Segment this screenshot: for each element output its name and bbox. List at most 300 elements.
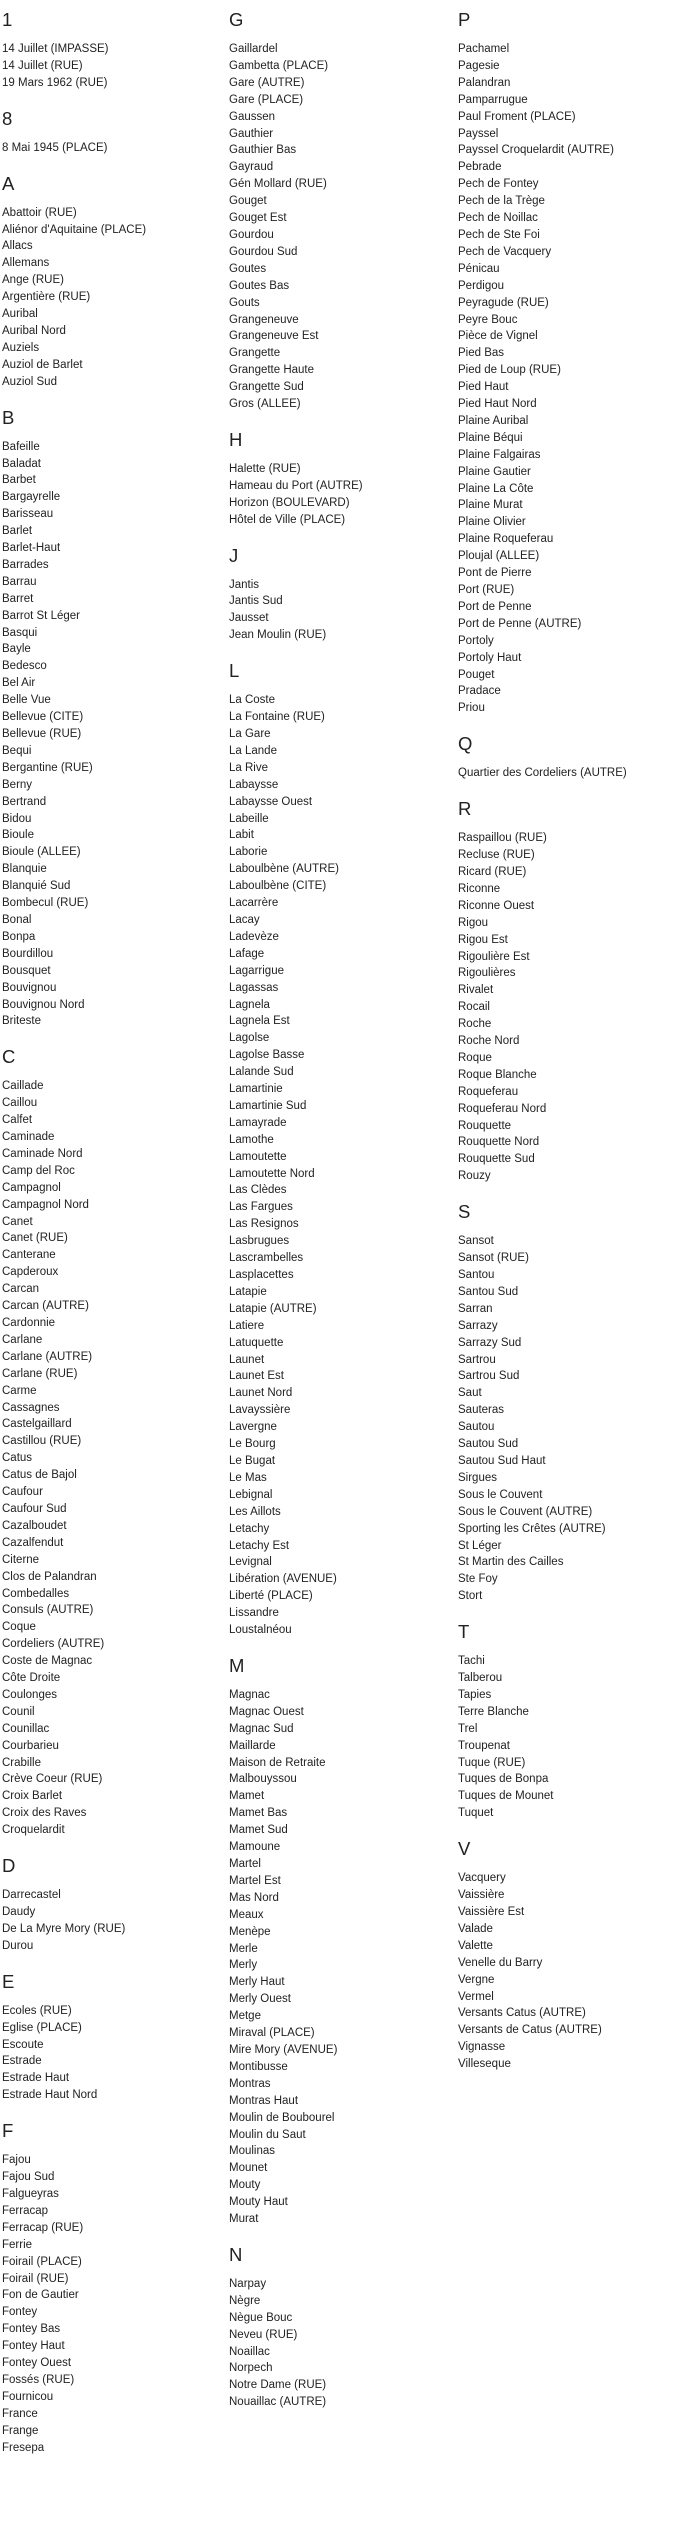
street-name: Narpay bbox=[229, 2277, 267, 2290]
street-name: Bonpa bbox=[2, 930, 36, 943]
street-list bbox=[229, 577, 454, 645]
letter-section bbox=[229, 1654, 454, 2228]
street-name: Lebignal bbox=[229, 1488, 273, 1501]
street-name: Plaine Gautier bbox=[458, 465, 531, 478]
street-name: Moulinas bbox=[229, 2145, 276, 2158]
street-name: Metge bbox=[229, 2010, 261, 2023]
street-name: Bellevue (RUE) bbox=[2, 728, 82, 740]
street-name: Pech de Vacquery bbox=[458, 245, 552, 258]
street-name: Palandran bbox=[458, 76, 511, 89]
street-name: Notre Dame (RUE) bbox=[229, 2379, 327, 2392]
street-name: Bafeille bbox=[2, 440, 40, 453]
street-name: Côte Droite bbox=[2, 1672, 61, 1685]
street-name: Ste Foy bbox=[458, 1573, 498, 1586]
section-letter-heading: J bbox=[229, 544, 239, 566]
street-name: Rouquette Sud bbox=[458, 1153, 535, 1166]
street-name: Sansot (RUE) bbox=[458, 1252, 529, 1265]
street-name: Trel bbox=[458, 1722, 478, 1735]
street-name: Fossés (RUE) bbox=[2, 2373, 75, 2386]
street-name: Grangette Sud bbox=[229, 381, 304, 394]
street-name: Abattoir (RUE) bbox=[2, 206, 77, 219]
street-name: Riconne Ouest bbox=[458, 899, 535, 912]
street-name: Coulonges bbox=[2, 1688, 57, 1701]
street-name: Gourdou bbox=[229, 228, 274, 241]
street-name: Frange bbox=[2, 2424, 39, 2437]
street-name: Lagolse bbox=[229, 1032, 270, 1045]
street-name: Priou bbox=[458, 702, 485, 715]
street-name: Lalande Sud bbox=[229, 1066, 294, 1079]
street-name: Cazalfendut bbox=[2, 1536, 64, 1549]
section-letter-heading: P bbox=[458, 9, 471, 30]
street-name: Sautou Sud Haut bbox=[458, 1454, 546, 1467]
street-name: Bel Air bbox=[2, 677, 36, 690]
street-name: Letachy bbox=[229, 1522, 270, 1535]
street-name: Barbet bbox=[2, 474, 36, 487]
street-name: Magnac bbox=[229, 1688, 270, 1701]
street-name: Port (RUE) bbox=[458, 584, 515, 596]
street-name: Bouvignou Nord bbox=[2, 998, 85, 1011]
street-name: Bargayrelle bbox=[2, 491, 61, 504]
street-name: Roqueferau Nord bbox=[458, 1102, 547, 1115]
street-name: Latuquette bbox=[229, 1336, 284, 1349]
street-name: Estrade Haut Nord bbox=[2, 2089, 98, 2102]
street-name: Quartier des Cordeliers (AUTRE) bbox=[458, 767, 627, 780]
street-name: Lascrambelles bbox=[229, 1252, 304, 1265]
street-name: Mamoune bbox=[229, 1841, 281, 1854]
street-name: Martel Est bbox=[229, 1874, 281, 1887]
street-name: Lasbrugues bbox=[229, 1235, 290, 1248]
street-name: Sous le Couvent bbox=[458, 1488, 543, 1501]
street-name: Vaissière bbox=[458, 1889, 505, 1902]
street-name: Lagnela Est bbox=[229, 1015, 290, 1028]
street-name: Merly bbox=[229, 1959, 258, 1972]
street-name: Sirgues bbox=[458, 1471, 497, 1484]
street-name: Lamayrade bbox=[229, 1116, 287, 1129]
street-list bbox=[229, 461, 454, 529]
street-name: Caufour bbox=[2, 1486, 43, 1499]
street-name: Rouquette Nord bbox=[458, 1136, 540, 1149]
street-name: Labeille bbox=[229, 812, 269, 825]
street-list bbox=[458, 41, 673, 717]
street-name: Gauthier Bas bbox=[229, 144, 297, 157]
street-name: Nègue Bouc bbox=[229, 2311, 293, 2324]
street-name: Cazalboudet bbox=[2, 1519, 67, 1532]
street-name: Fajou bbox=[2, 2154, 31, 2167]
street-name: Menèpe bbox=[229, 1925, 271, 1938]
street-name: Falgueyras bbox=[2, 2187, 59, 2200]
street-name: Sartrou bbox=[458, 1353, 496, 1366]
street-name: Plaine Olivier bbox=[458, 516, 526, 529]
street-list bbox=[2, 439, 227, 1031]
street-name: Castillou (RUE) bbox=[2, 1435, 82, 1448]
street-name: Lamothe bbox=[229, 1133, 274, 1146]
street-name: Moulin du Saut bbox=[229, 2128, 306, 2141]
street-name: Fontey Ouest bbox=[2, 2357, 72, 2370]
street-name: Basqui bbox=[2, 626, 38, 639]
street-name: Estrade Haut bbox=[2, 2072, 70, 2085]
street-name: Blanquie bbox=[2, 863, 47, 876]
street-name: Pièce de Vignel bbox=[458, 330, 538, 343]
street-name: Sarrazy Sud bbox=[458, 1336, 522, 1349]
street-name: Gambetta (PLACE) bbox=[229, 59, 329, 72]
street-name: Foirail (RUE) bbox=[2, 2272, 69, 2285]
street-name: Labaysse bbox=[229, 778, 279, 791]
street-name: Ploujal (ALLEE) bbox=[458, 550, 540, 563]
street-name: La Rive bbox=[229, 761, 268, 774]
street-name: Pradace bbox=[458, 685, 501, 698]
street-name: Foirail (PLACE) bbox=[2, 2255, 82, 2268]
street-list bbox=[458, 765, 673, 782]
street-name: Las Fargues bbox=[229, 1201, 293, 1214]
street-name: Magnac Ouest bbox=[229, 1705, 304, 1718]
section-letter-heading: D bbox=[2, 1855, 16, 1877]
column-1 bbox=[2, 8, 227, 2471]
street-name: Paul Froment (PLACE) bbox=[458, 110, 576, 123]
street-name: Horizon (BOULEVARD) bbox=[229, 496, 350, 509]
letter-section bbox=[2, 8, 227, 92]
street-name: Roche Nord bbox=[458, 1035, 520, 1048]
street-name: Raspaillou (RUE) bbox=[458, 832, 547, 845]
letter-section bbox=[2, 107, 227, 157]
street-name: Pied Haut bbox=[458, 381, 509, 394]
street-name: Caufour Sud bbox=[2, 1502, 67, 1515]
street-name: Goutes bbox=[229, 262, 267, 275]
street-name: Laboulbène (CITE) bbox=[229, 880, 327, 893]
letter-section bbox=[458, 1837, 673, 2073]
street-name: Labaysse Ouest bbox=[229, 795, 313, 808]
street-name: Mamet bbox=[229, 1790, 265, 1803]
street-name: Ange (RUE) bbox=[2, 274, 64, 287]
street-name: Berny bbox=[2, 778, 33, 791]
street-name: Bioule bbox=[2, 829, 34, 842]
street-name: France bbox=[2, 2407, 38, 2420]
street-name: Maillarde bbox=[229, 1739, 276, 1752]
street-name: La Lande bbox=[229, 744, 277, 757]
letter-section bbox=[458, 797, 673, 1185]
street-name: Castelgaillard bbox=[2, 1418, 72, 1431]
street-name: Lagassas bbox=[229, 981, 279, 994]
street-name: Roche bbox=[458, 1018, 492, 1031]
street-name: Mas Nord bbox=[229, 1891, 279, 1904]
street-name: Courbarieu bbox=[2, 1739, 59, 1752]
street-list bbox=[2, 140, 227, 157]
street-name: Gourdou Sud bbox=[229, 245, 298, 258]
street-name: Merle bbox=[229, 1942, 258, 1955]
street-name: Jean Moulin (RUE) bbox=[229, 629, 327, 642]
street-name: Pech de la Trège bbox=[458, 195, 545, 208]
street-name: Tuques de Bonpa bbox=[458, 1773, 549, 1786]
street-name: Laboulbène (AUTRE) bbox=[229, 863, 339, 876]
street-name: Pied Bas bbox=[458, 347, 505, 360]
street-name: Durou bbox=[2, 1939, 34, 1952]
street-name: Nouaillac (AUTRE) bbox=[229, 2396, 327, 2409]
street-name: Gaussen bbox=[229, 110, 276, 123]
letter-section bbox=[229, 2243, 454, 2411]
street-name: Auziol Sud bbox=[2, 375, 57, 388]
street-name: La Gare bbox=[229, 728, 271, 740]
street-name: Rivalet bbox=[458, 984, 494, 997]
street-name: Gare (AUTRE) bbox=[229, 76, 305, 89]
street-name: Lacay bbox=[229, 913, 260, 926]
street-name: Barrot St Léger bbox=[2, 609, 80, 622]
street-name: Vergne bbox=[458, 1973, 495, 1986]
street-name: Lissandre bbox=[229, 1607, 279, 1620]
street-name: Rigou Est bbox=[458, 933, 508, 946]
section-letter-heading: M bbox=[229, 1654, 245, 1676]
street-name: Martel bbox=[229, 1858, 261, 1870]
street-name: Carlane (RUE) bbox=[2, 1367, 78, 1380]
section-letter-heading: F bbox=[2, 2120, 14, 2142]
street-name: Jausset bbox=[229, 612, 269, 625]
street-name: Portoly Haut bbox=[458, 651, 522, 664]
column-3 bbox=[458, 8, 673, 2088]
street-name: Mamet Bas bbox=[229, 1807, 288, 1820]
street-name: Counil bbox=[2, 1705, 35, 1718]
street-name: Halette (RUE) bbox=[229, 462, 301, 475]
street-name: Bonal bbox=[2, 913, 32, 926]
street-name: Grangette bbox=[229, 347, 281, 360]
street-name: Plaine La Côte bbox=[458, 482, 534, 495]
street-name: Ferrie bbox=[2, 2238, 33, 2251]
street-name: Bouvignou bbox=[2, 981, 57, 994]
street-name: Plaine Falgairas bbox=[458, 448, 541, 461]
street-name: Consuls (AUTRE) bbox=[2, 1604, 94, 1617]
street-name: Caillou bbox=[2, 1097, 38, 1110]
street-name: Goutes Bas bbox=[229, 279, 290, 292]
street-name: Counillac bbox=[2, 1722, 50, 1735]
street-name: Letachy Est bbox=[229, 1539, 290, 1552]
section-letter-heading: 1 bbox=[2, 9, 13, 30]
street-name: 14 Juillet (RUE) bbox=[2, 59, 83, 72]
street-name: Auziol de Barlet bbox=[2, 358, 83, 371]
street-name: Grangette Haute bbox=[229, 364, 315, 377]
street-name: Launet Nord bbox=[229, 1387, 293, 1400]
street-name: Lasplacettes bbox=[229, 1269, 294, 1281]
street-name: Perdigou bbox=[458, 279, 505, 292]
street-name: Pouget bbox=[458, 668, 495, 681]
street-list bbox=[229, 41, 454, 413]
street-name: St Léger bbox=[458, 1539, 502, 1552]
street-name: Grangeneuve Est bbox=[229, 330, 319, 343]
street-name: Fontey bbox=[2, 2306, 38, 2319]
street-name: Fournicou bbox=[2, 2390, 54, 2403]
letter-section bbox=[229, 8, 454, 413]
street-name: Cordeliers (AUTRE) bbox=[2, 1638, 105, 1651]
street-name: Sautou Sud bbox=[458, 1438, 519, 1451]
street-name: Pied Haut Nord bbox=[458, 398, 537, 411]
street-name: Lacarrère bbox=[229, 897, 279, 910]
street-name: Bergantine (RUE) bbox=[2, 761, 93, 774]
street-name: Tachi bbox=[458, 1655, 485, 1668]
street-name: 19 Mars 1962 (RUE) bbox=[2, 76, 108, 89]
street-name: Riconne bbox=[458, 882, 501, 895]
letter-section bbox=[2, 1970, 227, 2104]
street-name: Ricard (RUE) bbox=[458, 865, 527, 878]
street-name: Lagolse Basse bbox=[229, 1049, 305, 1062]
street-name: Portoly bbox=[458, 634, 494, 647]
street-name: Venelle du Barry bbox=[458, 1956, 543, 1969]
street-name: Sous le Couvent (AUTRE) bbox=[458, 1505, 593, 1518]
street-name: Vermel bbox=[458, 1990, 494, 2003]
letter-section bbox=[458, 1200, 673, 1605]
street-name: Bidou bbox=[2, 812, 32, 825]
street-name: Roque bbox=[458, 1051, 492, 1064]
section-letter-heading: C bbox=[2, 1046, 16, 1068]
street-name: Gros (ALLEE) bbox=[229, 398, 301, 411]
street-name: Valade bbox=[458, 1922, 493, 1935]
street-name: Rigoulière Est bbox=[458, 950, 530, 963]
letter-section bbox=[2, 172, 227, 391]
street-name: Baladat bbox=[2, 457, 42, 470]
street-name: Pech de Fontey bbox=[458, 178, 539, 191]
street-name: Peyre Bouc bbox=[458, 313, 518, 326]
letter-section bbox=[2, 2119, 227, 2456]
street-name: Caminade Nord bbox=[2, 1147, 83, 1160]
street-name: Santou Sud bbox=[458, 1285, 519, 1298]
street-name: Terre Blanche bbox=[458, 1705, 529, 1718]
street-list bbox=[458, 1233, 673, 1605]
street-name: Valette bbox=[458, 1939, 493, 1952]
street-name: Pied de Loup (RUE) bbox=[458, 364, 561, 377]
street-name: Tuquet bbox=[458, 1807, 494, 1820]
street-name: Croix des Raves bbox=[2, 1807, 87, 1820]
street-name: Carlane (AUTRE) bbox=[2, 1350, 93, 1363]
street-name: Levignal bbox=[229, 1556, 272, 1569]
street-name: Clos de Palandran bbox=[2, 1570, 97, 1583]
street-name: Barlet bbox=[2, 525, 33, 538]
street-name: Bellevue (CITE) bbox=[2, 711, 84, 724]
column-2 bbox=[229, 8, 454, 2426]
street-name: Sauteras bbox=[458, 1404, 505, 1417]
street-name: Labit bbox=[229, 829, 254, 842]
street-name: Murat bbox=[229, 2213, 259, 2226]
street-name: Malbouyssou bbox=[229, 1773, 297, 1786]
street-name: Las Clèdes bbox=[229, 1184, 287, 1197]
street-name: Noaillac bbox=[229, 2345, 270, 2358]
street-name: Tapies bbox=[458, 1688, 492, 1701]
street-name: Campagnol bbox=[2, 1181, 61, 1194]
street-name: Merly Haut bbox=[229, 1976, 285, 1989]
street-name: Libération (AVENUE) bbox=[229, 1573, 337, 1586]
street-name: Recluse (RUE) bbox=[458, 849, 535, 862]
street-name: Roque Blanche bbox=[458, 1068, 537, 1081]
street-name: Argentière (RUE) bbox=[2, 291, 91, 304]
street-name: Tuques de Mounet bbox=[458, 1790, 554, 1803]
street-name: Fresepa bbox=[2, 2441, 45, 2454]
street-name: Roqueferau bbox=[458, 1085, 519, 1098]
street-name: Bousquet bbox=[2, 964, 51, 977]
street-name: Rigoulières bbox=[458, 967, 516, 980]
street-name: Canet (RUE) bbox=[2, 1232, 68, 1245]
street-list bbox=[458, 1653, 673, 1822]
street-name: Magnac Sud bbox=[229, 1722, 294, 1735]
street-name: Hôtel de Ville (PLACE) bbox=[229, 513, 346, 526]
section-letter-heading: G bbox=[229, 9, 244, 30]
letter-section bbox=[458, 8, 673, 717]
street-name: Blanquié Sud bbox=[2, 880, 71, 893]
street-name: Camp del Roc bbox=[2, 1164, 75, 1177]
street-name: Plaine Roqueferau bbox=[458, 533, 554, 546]
street-name: Pamparrugue bbox=[458, 93, 528, 106]
street-name: Mouty bbox=[229, 2179, 261, 2192]
street-name: Croquelardit bbox=[2, 1824, 65, 1837]
street-name: Loustalnéou bbox=[229, 1624, 292, 1637]
street-name: Carcan (AUTRE) bbox=[2, 1300, 89, 1313]
street-name: Caminade bbox=[2, 1131, 55, 1144]
street-name: Montras bbox=[229, 2077, 271, 2090]
street-name: Sarran bbox=[458, 1302, 493, 1315]
street-name: Mamet Sud bbox=[229, 1824, 288, 1837]
street-name: Campagnol Nord bbox=[2, 1198, 89, 1211]
section-letter-heading: N bbox=[229, 2243, 243, 2265]
street-name: Lafage bbox=[229, 947, 265, 960]
street-name: Allemans bbox=[2, 257, 50, 270]
street-name: Fontey Bas bbox=[2, 2323, 61, 2336]
section-letter-heading: S bbox=[458, 1201, 471, 1223]
street-name: Lavayssière bbox=[229, 1404, 291, 1417]
street-name: Merly Ouest bbox=[229, 1993, 291, 2006]
street-name: Coste de Magnac bbox=[2, 1655, 93, 1668]
street-name: Crève Coeur (RUE) bbox=[2, 1773, 103, 1786]
street-name: Plaine Murat bbox=[458, 499, 523, 512]
street-name: Las Resignos bbox=[229, 1218, 299, 1231]
street-name: Barret bbox=[2, 592, 34, 605]
street-name: Canet bbox=[2, 1215, 33, 1228]
street-name: Cassagnes bbox=[2, 1401, 60, 1414]
street-name: Gouts bbox=[229, 296, 260, 309]
street-name: Vacquery bbox=[458, 1872, 506, 1885]
street-name: Saut bbox=[458, 1387, 482, 1400]
street-name: Gauthier bbox=[229, 127, 274, 140]
street-name: Sartrou Sud bbox=[458, 1370, 520, 1383]
street-name: Ladevèze bbox=[229, 930, 279, 943]
street-name: 8 Mai 1945 (PLACE) bbox=[2, 141, 108, 154]
street-name: Daudy bbox=[2, 1906, 36, 1918]
section-letter-heading: L bbox=[229, 660, 240, 682]
section-letter-heading: B bbox=[2, 406, 15, 428]
section-letter-heading: V bbox=[458, 1838, 471, 1860]
street-name: Santou bbox=[458, 1269, 495, 1281]
street-name: Vaissière Est bbox=[458, 1906, 525, 1918]
street-name: Montibusse bbox=[229, 2060, 288, 2073]
section-letter-heading: H bbox=[229, 428, 243, 450]
street-name: Rouquette bbox=[458, 1119, 512, 1132]
street-name: Grangeneuve bbox=[229, 313, 299, 326]
street-name: Carlane bbox=[2, 1333, 43, 1346]
street-list bbox=[2, 205, 227, 391]
street-name: Norpech bbox=[229, 2362, 273, 2375]
street-name: Talberou bbox=[458, 1672, 503, 1685]
street-name: Sporting les Crêtes (AUTRE) bbox=[458, 1522, 606, 1535]
street-list bbox=[458, 1870, 673, 2073]
street-name: Pebrade bbox=[458, 161, 502, 174]
street-name: Hameau du Port (AUTRE) bbox=[229, 479, 363, 492]
street-name: Pénicau bbox=[458, 262, 500, 275]
street-name: Escoute bbox=[2, 2038, 44, 2051]
street-name: Versants de Catus (AUTRE) bbox=[458, 2024, 602, 2037]
street-name: Gén Mollard (RUE) bbox=[229, 178, 327, 191]
section-letter-heading: Q bbox=[458, 733, 473, 755]
street-name: Payssel Croquelardit (AUTRE) bbox=[458, 144, 614, 157]
street-name: Le Mas bbox=[229, 1471, 267, 1484]
street-name: Barrau bbox=[2, 575, 37, 588]
street-name: Nègre bbox=[229, 2294, 261, 2307]
street-name: De La Myre Mory (RUE) bbox=[2, 1922, 126, 1935]
street-name: Sarrazy bbox=[458, 1319, 498, 1332]
street-name: Canterane bbox=[2, 1249, 56, 1262]
street-name: Lavergne bbox=[229, 1421, 277, 1434]
street-name: Belle Vue bbox=[2, 694, 51, 707]
